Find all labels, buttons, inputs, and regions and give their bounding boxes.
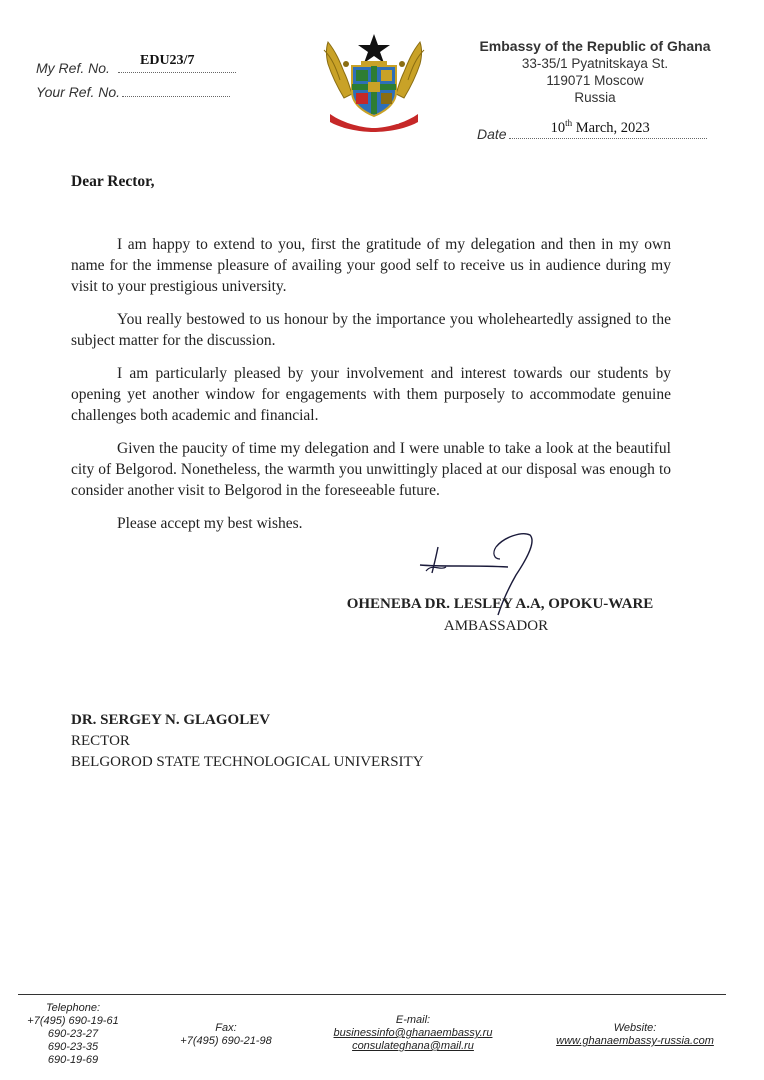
signatory-title: AMBASSADOR xyxy=(443,618,549,634)
website-link[interactable]: www.ghanaembassy-russia.com xyxy=(556,1035,714,1047)
paragraph: I am particularly pleased by your involvement and interest towards our students by opening yet another window for engagements with them purposely to accommodate genuine challenges both academic and financial. xyxy=(71,365,671,424)
date-dots xyxy=(509,118,707,139)
date-suffix: th xyxy=(565,118,573,128)
date-rest: March, 2023 xyxy=(572,119,650,136)
right-eagle-icon xyxy=(396,42,422,98)
recipient-institution: BELGOROD STATE TECHNOLOGICAL UNIVERSITY xyxy=(71,754,424,770)
motto-left: FREEDOM xyxy=(352,120,377,126)
footer-fax xyxy=(166,1022,286,1048)
recipient-name: DR. SERGEY N. GLAGOLEV xyxy=(71,712,271,728)
your-ref-label: Your Ref. No. xyxy=(36,84,121,100)
embassy-city: 119071 Moscow xyxy=(546,73,644,88)
email-label: E-mail: xyxy=(395,1014,431,1026)
footer-divider xyxy=(18,994,726,995)
telephone-number: +7(495) 690-19-61 xyxy=(27,1015,119,1027)
my-ref-row xyxy=(36,53,236,82)
date-day: 10 xyxy=(550,119,566,136)
embassy-street: 33-35/1 Pyatnitskaya St. xyxy=(521,56,669,71)
footer-website xyxy=(540,1022,730,1048)
signatory-name: OHENEBA DR. LESLEY A.A, OPOKU-WARE xyxy=(346,596,654,612)
paragraph: Given the paucity of time my delegation and I were unable to take a look at the beautiful city of Belgorod. Nonetheless, the warmth you unwittingly placed at our disposal was enough to consider another visit to Belgorod in the foreseeable future. xyxy=(71,440,671,499)
paragraph: I am happy to extend to you, first the gratitude of my delegation and then in my own name for the immense pleasure of availing your good self to receive us in audience during my visit to your prestigious university. xyxy=(71,236,671,295)
recipient-title: RECTOR xyxy=(71,733,130,749)
my-ref-label: My Ref. No. xyxy=(36,60,110,76)
paragraph: You really bestowed to us honour by the importance you wholeheartedly assigned to the subject matter for the discussion. xyxy=(71,311,671,349)
salutation: Dear Rector, xyxy=(71,173,155,190)
your-ref-dots xyxy=(122,82,230,97)
footer-email xyxy=(318,1014,508,1053)
email-link-business[interactable]: businessinfo@ghanaembassy.ru xyxy=(333,1027,493,1039)
embassy-country: Russia xyxy=(574,90,616,105)
website-label: Website: xyxy=(613,1022,657,1034)
embassy-address xyxy=(450,38,740,106)
fax-number: +7(495) 690-21-98 xyxy=(180,1035,272,1047)
email-link-consulate[interactable]: consulateghana@mail.ru xyxy=(352,1040,474,1052)
date-label: Date xyxy=(477,126,507,142)
date-line xyxy=(477,118,707,142)
paragraph: Please accept my best wishes. xyxy=(117,515,303,532)
ghana-coat-of-arms xyxy=(314,28,434,132)
my-ref-value: EDU23/7 xyxy=(140,53,195,68)
telephone-number: 690-23-35 xyxy=(47,1041,99,1053)
telephone-number: 690-23-27 xyxy=(47,1028,99,1040)
embassy-name: Embassy of the Republic of Ghana xyxy=(479,38,711,54)
fax-label: Fax: xyxy=(215,1022,237,1034)
date-value xyxy=(551,118,650,137)
motto-right: JUSTICE xyxy=(378,120,399,126)
reference-block xyxy=(36,53,236,106)
recipient-block xyxy=(71,710,424,773)
star-icon xyxy=(358,34,390,63)
telephone-number: 690-19-69 xyxy=(47,1054,99,1066)
left-eagle-icon xyxy=(327,42,353,98)
your-ref-row xyxy=(36,82,236,106)
telephone-label: Telephone: xyxy=(45,1002,101,1014)
letter-body xyxy=(71,234,671,546)
footer-telephone xyxy=(18,1002,128,1067)
